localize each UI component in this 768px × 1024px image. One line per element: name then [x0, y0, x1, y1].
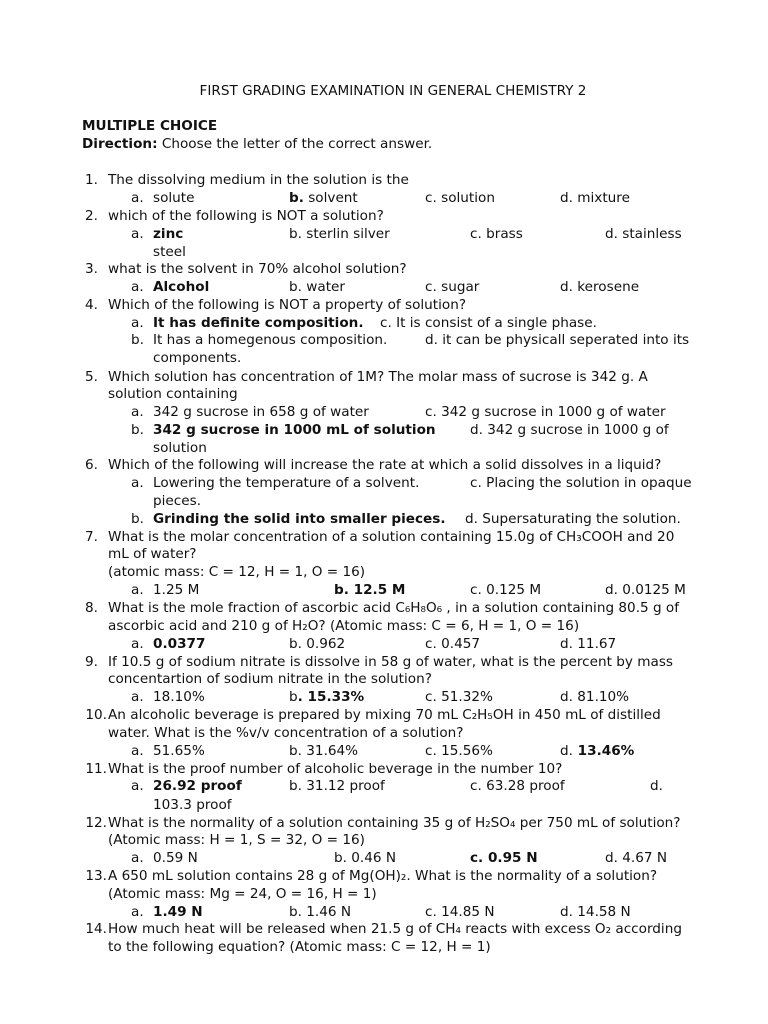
question-number: 1. — [85, 172, 98, 188]
choice-c: c. 0.457 — [425, 636, 481, 652]
choice-d: d. — [650, 778, 663, 794]
choice-b-prefix: b. — [131, 332, 144, 348]
direction-line — [82, 136, 432, 152]
question-number: 7. — [85, 529, 98, 545]
choice-c: c. 342 g sucrose in 1000 g of water — [425, 404, 666, 420]
question-text: (Atomic mass: Mg = 24, O = 16, H = 1) — [108, 886, 377, 902]
question-text: solution containing — [108, 386, 238, 402]
question-text: concentartion of sodium nitrate in the solution? — [108, 671, 432, 687]
choice-d-continued: components. — [153, 350, 242, 366]
choice-d-continued: 103.3 proof — [153, 797, 232, 813]
choice-d-text: 13.46% — [572, 743, 635, 759]
choice-b: b. 31.12 proof — [289, 778, 385, 794]
question-text: what is the solvent in 70% alcohol solution? — [108, 261, 407, 277]
choice-c: c. 14.85 N — [425, 904, 495, 920]
question-text: Which of the following will increase the rate at which a solid dissolves in a liquid? — [108, 457, 662, 473]
choice-b-text: . 15.33% — [297, 689, 365, 705]
question-text: If 10.5 g of sodium nitrate is dissolve in 58 g of water, what is the percent by mass — [108, 654, 674, 670]
question-number: 4. — [85, 297, 98, 313]
choice-d: d. 4.67 N — [605, 850, 668, 866]
choice-b: b. 31.64% — [289, 743, 359, 759]
question-text: How much heat will be released when 21.5 g of CH₄ reacts with excess O₂ according — [108, 921, 682, 937]
question-text: What is the mole fraction of ascorbic acid C₆H₈O₆ , in a solution containing 80.5 g of — [108, 600, 680, 616]
choice-a: It has definite composition. — [153, 315, 364, 331]
question-number: 3. — [85, 261, 98, 277]
choice-c: c. 0.125 M — [470, 582, 542, 598]
choice-b-continued: solution — [153, 440, 207, 456]
choice-a: zinc — [153, 226, 184, 242]
choice-b: b. sterlin silver — [289, 226, 390, 242]
choice-d: d. Supersaturating the solution. — [465, 511, 681, 527]
choice-c: c. sugar — [425, 279, 480, 295]
choice-c: c. 15.56% — [425, 743, 493, 759]
question-text: Which of the following is NOT a property of solution? — [108, 297, 467, 313]
question-text: mL of water? — [108, 546, 197, 562]
choice-c: c. Placing the solution in opaque — [470, 475, 692, 491]
choice-b: b. water — [289, 279, 346, 295]
choice-a: 1.49 N — [153, 904, 203, 920]
question-text: An alcoholic beverage is prepared by mixing 70 mL C₂H₅OH in 450 mL of distilled — [108, 707, 661, 723]
choice-c: c. It is consist of a single phase. — [380, 315, 597, 331]
choice-d: d. 81.10% — [560, 689, 630, 705]
choice-d: d. kerosene — [560, 279, 640, 295]
choice-a: solute — [153, 190, 195, 206]
choice-d — [560, 743, 634, 760]
choice-a-prefix: a. — [131, 636, 144, 652]
choice-c: c. 63.28 proof — [470, 778, 565, 794]
choice-d: d. it can be physicall seperated into its — [425, 332, 690, 348]
choice-a: 51.65% — [153, 743, 205, 759]
choice-c: c. 51.32% — [425, 689, 493, 705]
choice-a-prefix: a. — [131, 404, 144, 420]
question-text: What is the normality of a solution containing 35 g of H₂SO₄ per 750 mL of solution? — [108, 815, 681, 831]
choice-a-continued: pieces. — [153, 493, 202, 509]
choice-a: 18.10% — [153, 689, 205, 705]
choice-b: Grinding the solid into smaller pieces. — [153, 511, 446, 527]
choice-a: 1.25 M — [153, 582, 200, 598]
choice-b: It has a homegenous composition. — [153, 332, 388, 348]
section-heading: MULTIPLE CHOICE — [82, 118, 218, 134]
choice-b: b. 0.962 — [289, 636, 346, 652]
choice-b — [289, 689, 364, 706]
question-number: 8. — [85, 600, 98, 616]
choice-b-prefix: b. — [131, 511, 144, 527]
question-number: 11. — [85, 761, 107, 777]
choice-a: 342 g sucrose in 658 g of water — [153, 404, 369, 420]
choice-a: 0.0377 — [153, 636, 206, 652]
choice-a-prefix: a. — [131, 743, 144, 759]
question-text: (Atomic mass: H = 1, S = 32, O = 16) — [108, 832, 365, 848]
choice-a-prefix: a. — [131, 190, 144, 206]
question-number: 10. — [85, 707, 107, 723]
question-number: 6. — [85, 457, 98, 473]
choice-a-prefix: a. — [131, 226, 144, 242]
choice-d: d. mixture — [560, 190, 630, 206]
question-text: which of the following is NOT a solution? — [108, 208, 384, 224]
choice-a-prefix: a. — [131, 475, 144, 491]
question-text: (atomic mass: C = 12, H = 1, O = 16) — [108, 564, 366, 580]
choice-b-prefix: b — [289, 689, 298, 705]
choice-b: b. 12.5 M — [334, 582, 406, 598]
choice-b: b. 0.46 N — [334, 850, 397, 866]
choice-d: d. 342 g sucrose in 1000 g of — [470, 422, 669, 438]
choice-b: b. 1.46 N — [289, 904, 352, 920]
choice-a-prefix: a. — [131, 279, 144, 295]
choice-d: d. stainless — [605, 226, 682, 242]
choice-a-prefix: a. — [131, 582, 144, 598]
choice-b-prefix: b. — [289, 190, 304, 206]
choice-a-prefix: a. — [131, 778, 144, 794]
direction-text: Choose the letter of the correct answer. — [161, 136, 433, 152]
choice-d: d. 11.67 — [560, 636, 617, 652]
choice-a-prefix: a. — [131, 315, 144, 331]
question-text: to the following equation? (Atomic mass: C = 12, H = 1) — [108, 939, 491, 955]
choice-b-text: solvent — [303, 190, 358, 206]
choice-a-prefix: a. — [131, 850, 144, 866]
question-number: 9. — [85, 654, 98, 670]
question-text: ascorbic acid and 210 g of H₂O? (Atomic mass: C = 6, H = 1, O = 16) — [108, 618, 580, 634]
question-text: Which solution has concentration of 1M? The molar mass of sucrose is 342 g. A — [108, 369, 648, 385]
question-number: 13. — [85, 868, 107, 884]
question-text: A 650 mL solution contains 28 g of Mg(OH)₂. What is the normality of a solution? — [108, 868, 658, 884]
question-text: water. What is the %v/v concentration of a solution? — [108, 725, 464, 741]
choice-c: c. brass — [470, 226, 523, 242]
question-text: The dissolving medium in the solution is the — [108, 172, 409, 188]
choice-d-continued: steel — [153, 244, 186, 260]
choice-d-prefix: d. — [560, 743, 573, 759]
question-number: 2. — [85, 208, 98, 224]
choice-a: Alcohol — [153, 279, 210, 295]
choice-d: d. 0.0125 M — [605, 582, 686, 598]
direction-label: Direction: — [82, 136, 158, 152]
question-number: 14. — [85, 921, 107, 937]
choice-c: c. solution — [425, 190, 495, 206]
choice-a-prefix: a. — [131, 689, 144, 705]
choice-b — [289, 190, 358, 207]
choice-a: 26.92 proof — [153, 778, 242, 794]
choice-a-prefix: a. — [131, 904, 144, 920]
choice-c: c. 0.95 N — [470, 850, 538, 866]
choice-b: 342 g sucrose in 1000 mL of solution — [153, 422, 436, 438]
choice-a: Lowering the temperature of a solvent. — [153, 475, 420, 491]
choice-a: 0.59 N — [153, 850, 198, 866]
question-text: What is the proof number of alcoholic beverage in the number 10? — [108, 761, 563, 777]
choice-b-prefix: b. — [131, 422, 144, 438]
page-title: FIRST GRADING EXAMINATION IN GENERAL CHEMISTRY 2 — [199, 83, 587, 99]
question-number: 12. — [85, 815, 107, 831]
choice-d: d. 14.58 N — [560, 904, 631, 920]
question-text: What is the molar concentration of a solution containing 15.0g of CH₃COOH and 20 — [108, 529, 675, 545]
question-number: 5. — [85, 369, 98, 385]
